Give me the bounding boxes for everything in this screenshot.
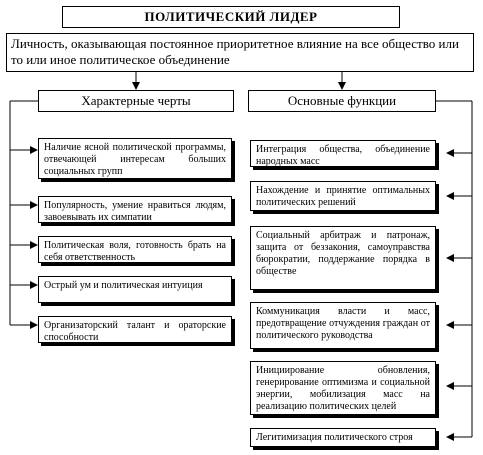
function-item-renewal: Инициирование обновления, генерирование оптимизма и социальной энергии, мобилизация масс на реализацию политических целей xyxy=(250,361,436,415)
function-item-arbitration: Социальный арбитраж и патронаж, защита от беззакония, самоуправства бюрократии, поддержание порядка в обществе xyxy=(250,226,436,290)
diagram-title: ПОЛИТИЧЕСКИЙ ЛИДЕР xyxy=(62,6,400,28)
right-heading-functions: Основные функции xyxy=(248,90,436,112)
trait-item-organizer: Организаторский талант и ораторские способности xyxy=(38,316,232,343)
function-item-communication: Коммуникация власти и масс, предотвращение отчуждения граждан от политического руководства xyxy=(250,302,436,349)
function-item-integration: Интеграция общества, объединение народных масс xyxy=(250,140,436,167)
trait-item-intellect: Острый ум и политическая интуиция xyxy=(38,276,232,303)
function-item-legitimization: Легитимизация политического строя xyxy=(250,428,436,447)
trait-item-political-will: Политическая воля, готовность брать на себя ответственность xyxy=(38,236,232,263)
function-item-decisions: Нахождение и принятие оптимальных политических решений xyxy=(250,181,436,211)
leader-definition: Личность, оказывающая постоянное приоритетное влияние на все общество или то или иное политическое объединение xyxy=(6,33,474,72)
trait-item-program: Наличие ясной политической программы, отвечающей интересам больших социальных групп xyxy=(38,138,232,179)
left-heading-traits: Характерные черты xyxy=(38,90,234,112)
trait-item-popularity: Популярность, умение нравиться людям, завоевывать их симпатии xyxy=(38,196,232,223)
